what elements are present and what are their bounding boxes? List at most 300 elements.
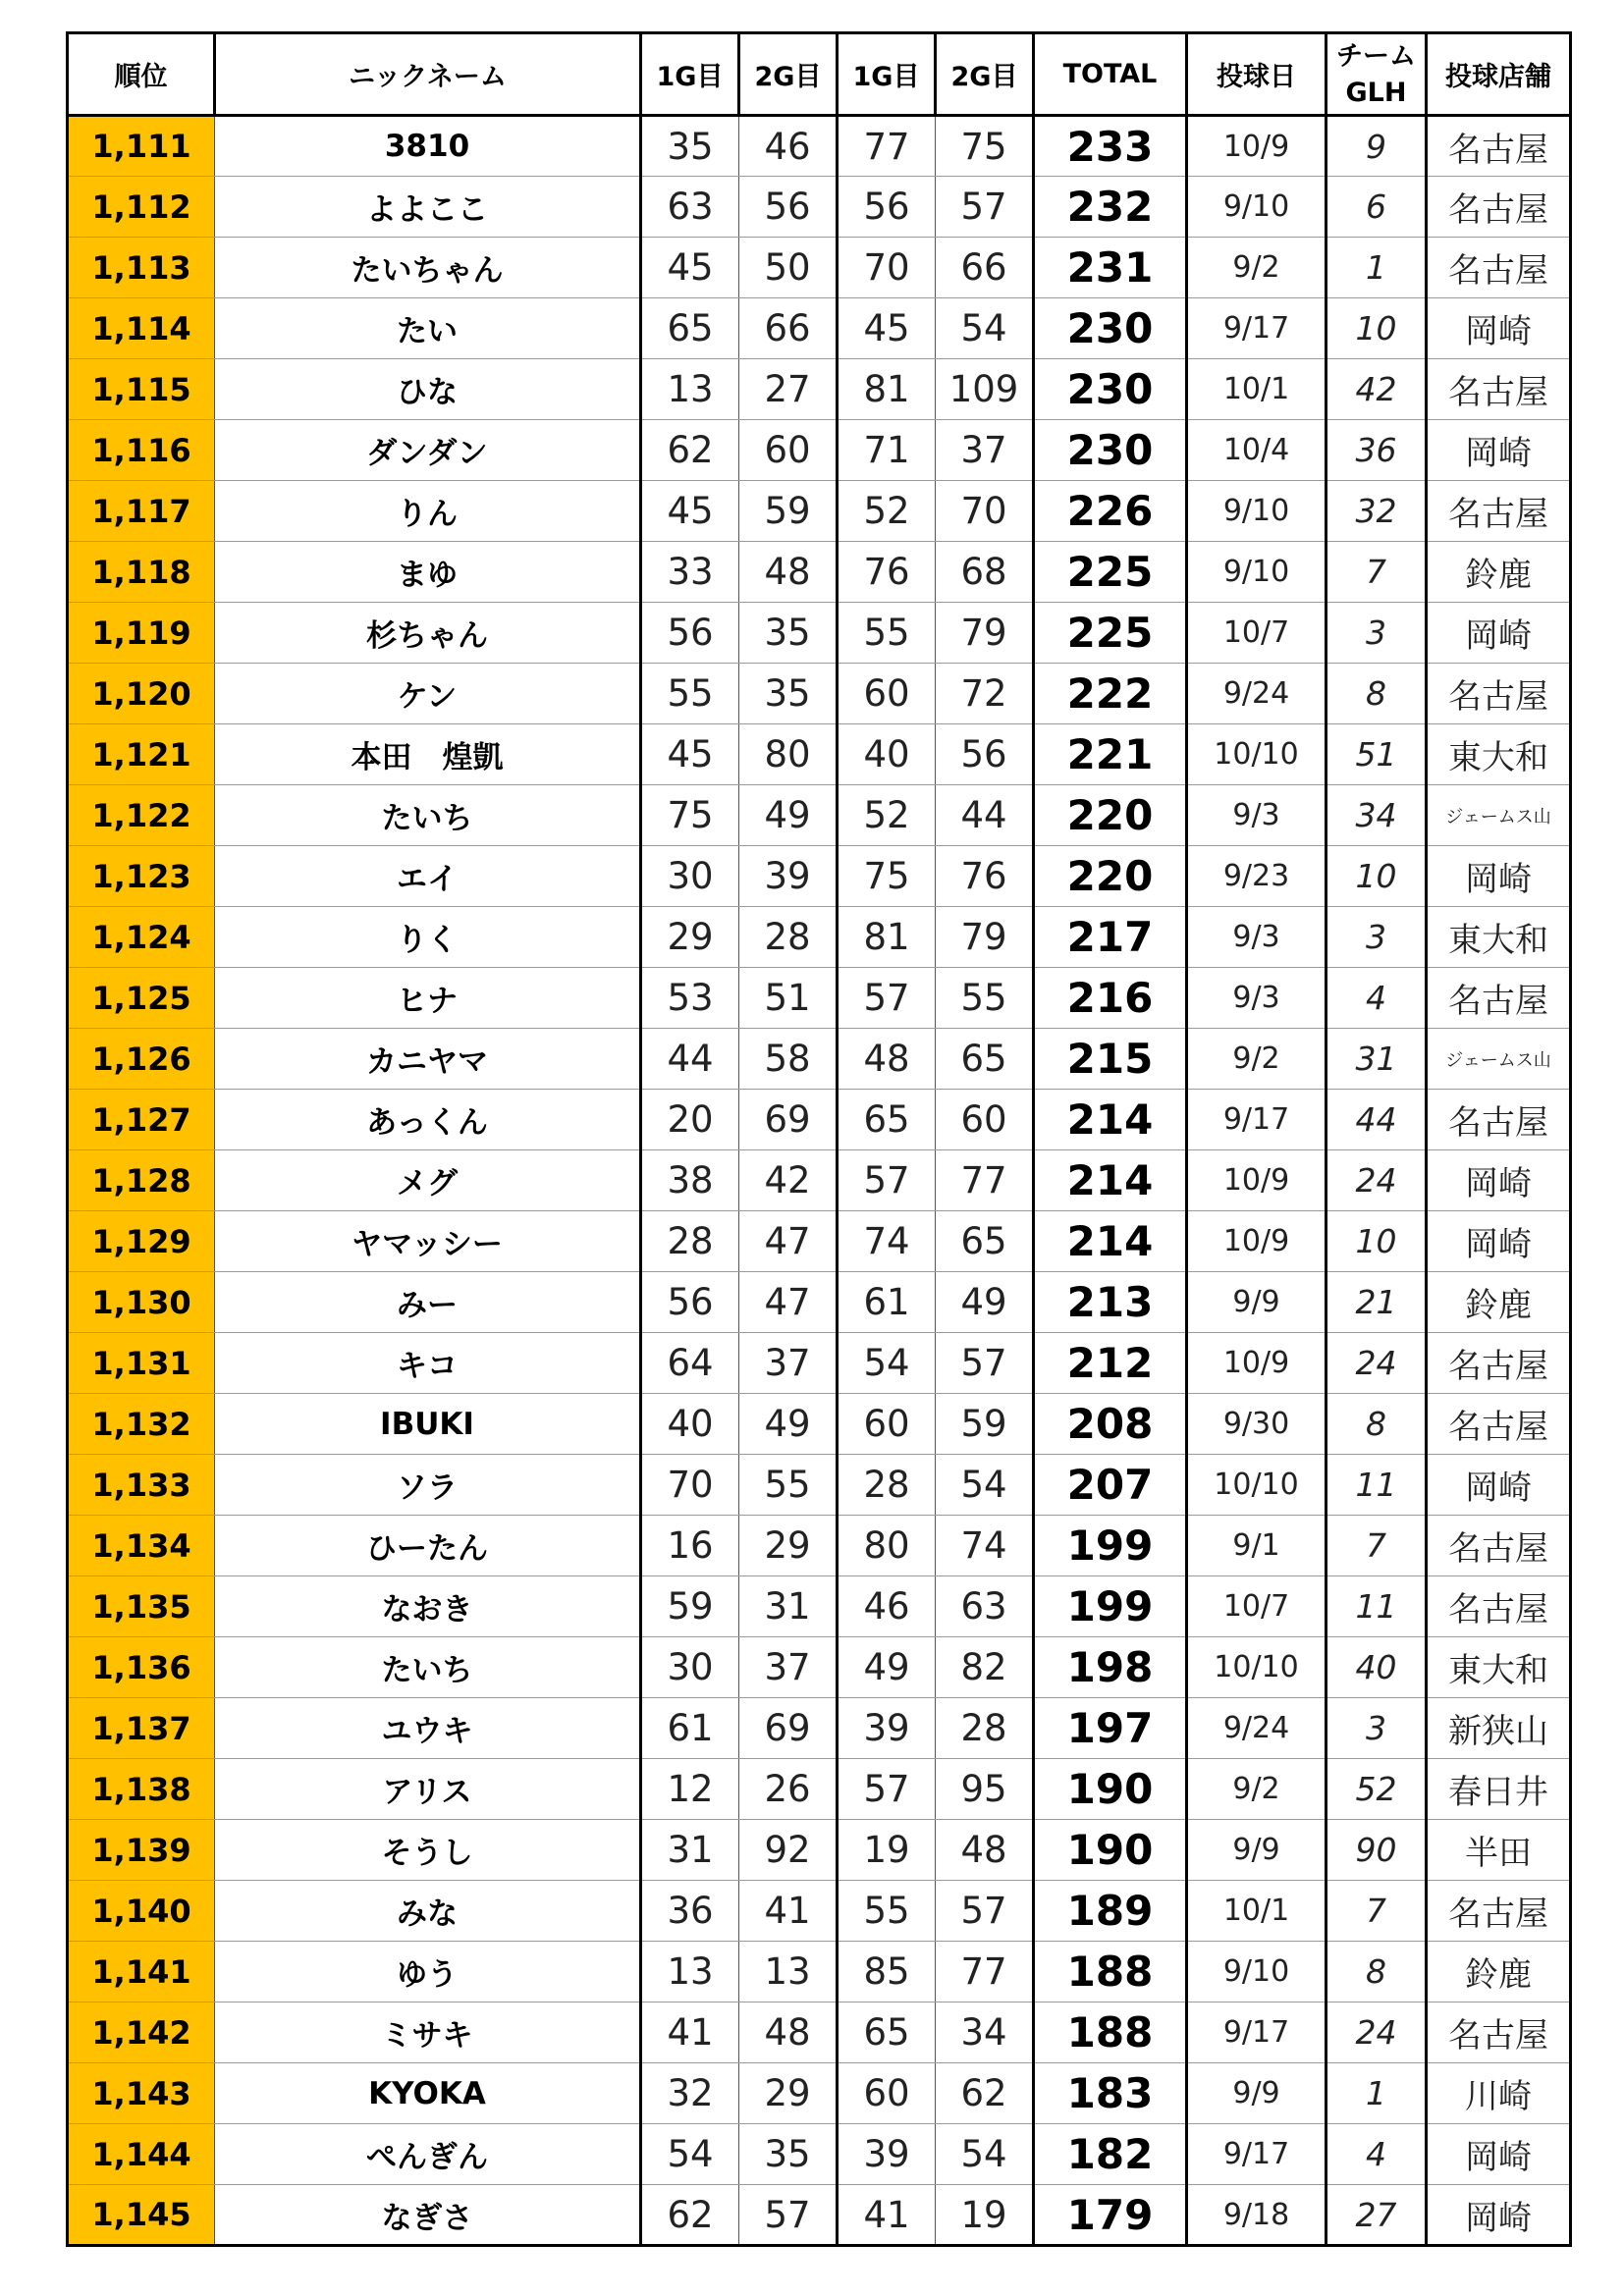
game1-set1-cell: 28 [641,1211,739,1272]
table-row [68,968,1571,1029]
table-row [68,481,1571,542]
rank-cell: 1,141 [68,1942,215,2002]
game2-set2-cell: 66 [936,238,1034,298]
rank-cell: 1,131 [68,1333,215,1394]
rank-cell: 1,137 [68,1698,215,1759]
game2-set2-cell: 57 [936,1881,1034,1942]
total-cell: 214 [1034,1150,1187,1211]
total-cell: 189 [1034,1881,1187,1942]
total-cell: 183 [1034,2063,1187,2124]
rank-cell: 1,144 [68,2124,215,2185]
game1-set2-cell: 71 [838,420,936,481]
total-cell: 220 [1034,785,1187,846]
game1-set2-cell: 55 [838,1881,936,1942]
game2-set1-cell: 57 [739,2185,838,2246]
total-cell: 231 [1034,238,1187,298]
header-game2-set2: 2G目 [936,33,1034,116]
store-cell: 岡崎 [1427,846,1571,907]
table-row [68,1942,1571,2002]
table-row [68,1333,1571,1394]
total-cell: 182 [1034,2124,1187,2185]
total-cell: 215 [1034,1029,1187,1090]
game2-set1-cell: 37 [739,1333,838,1394]
table-row [68,1272,1571,1333]
game1-set2-cell: 55 [838,603,936,664]
total-cell: 188 [1034,1942,1187,2002]
table-row [68,1637,1571,1698]
team-glh-cell: 8 [1326,1394,1427,1455]
table-row [68,1150,1571,1211]
game1-set1-cell: 30 [641,1637,739,1698]
rank-cell: 1,143 [68,2063,215,2124]
total-cell: 221 [1034,724,1187,785]
game1-set2-cell: 60 [838,2063,936,2124]
game1-set2-cell: 49 [838,1637,936,1698]
game1-set1-cell: 13 [641,1942,739,2002]
total-cell: 199 [1034,1516,1187,1576]
date-cell: 10/9 [1187,116,1326,177]
game1-set2-cell: 46 [838,1576,936,1637]
game1-set2-cell: 60 [838,664,936,724]
nickname-cell: キコ [215,1333,641,1394]
table-row [68,1455,1571,1516]
game2-set1-cell: 13 [739,1942,838,2002]
game2-set2-cell: 49 [936,1272,1034,1333]
rank-cell: 1,126 [68,1029,215,1090]
table-row [68,1029,1571,1090]
total-cell: 232 [1034,177,1187,238]
game2-set1-cell: 49 [739,1394,838,1455]
team-glh-cell: 27 [1326,2185,1427,2246]
team-glh-cell: 3 [1326,907,1427,968]
game1-set2-cell: 28 [838,1455,936,1516]
store-cell: 川崎 [1427,2063,1571,2124]
game2-set2-cell: 74 [936,1516,1034,1576]
game2-set2-cell: 37 [936,420,1034,481]
team-glh-cell: 1 [1326,238,1427,298]
date-cell: 10/1 [1187,359,1326,420]
game2-set1-cell: 48 [739,2002,838,2063]
table-row [68,420,1571,481]
game2-set2-cell: 63 [936,1576,1034,1637]
game2-set2-cell: 56 [936,724,1034,785]
table-row [68,603,1571,664]
game2-set2-cell: 55 [936,968,1034,1029]
total-cell: 190 [1034,1759,1187,1820]
total-cell: 225 [1034,603,1187,664]
team-glh-cell: 6 [1326,177,1427,238]
rank-cell: 1,114 [68,298,215,359]
rank-cell: 1,113 [68,238,215,298]
team-glh-cell: 24 [1326,1150,1427,1211]
store-cell: 東大和 [1427,724,1571,785]
game2-set2-cell: 28 [936,1698,1034,1759]
header-nickname: ニックネーム [215,33,641,116]
date-cell: 9/1 [1187,1516,1326,1576]
game1-set2-cell: 75 [838,846,936,907]
rank-cell: 1,121 [68,724,215,785]
game1-set1-cell: 56 [641,1272,739,1333]
game2-set1-cell: 48 [739,542,838,603]
game1-set1-cell: 62 [641,2185,739,2246]
rank-cell: 1,130 [68,1272,215,1333]
date-cell: 9/10 [1187,542,1326,603]
game1-set1-cell: 40 [641,1394,739,1455]
store-cell: 名古屋 [1427,1881,1571,1942]
nickname-cell: 杉ちゃん [215,603,641,664]
rank-cell: 1,125 [68,968,215,1029]
store-cell: 名古屋 [1427,664,1571,724]
nickname-cell: カニヤマ [215,1029,641,1090]
rank-cell: 1,140 [68,1881,215,1942]
date-cell: 9/3 [1187,785,1326,846]
team-glh-cell: 7 [1326,542,1427,603]
game1-set2-cell: 81 [838,907,936,968]
game1-set2-cell: 19 [838,1820,936,1881]
team-glh-cell: 4 [1326,968,1427,1029]
date-cell: 9/17 [1187,298,1326,359]
nickname-cell: エイ [215,846,641,907]
table-row [68,2002,1571,2063]
table-row [68,2063,1571,2124]
total-cell: 226 [1034,481,1187,542]
store-cell: 東大和 [1427,1637,1571,1698]
total-cell: 198 [1034,1637,1187,1698]
nickname-cell: ケン [215,664,641,724]
date-cell: 10/10 [1187,724,1326,785]
rank-cell: 1,117 [68,481,215,542]
store-cell: 名古屋 [1427,1516,1571,1576]
rank-cell: 1,123 [68,846,215,907]
team-glh-cell: 10 [1326,1211,1427,1272]
total-cell: 197 [1034,1698,1187,1759]
ranking-table [66,31,1572,2247]
team-glh-cell: 44 [1326,1090,1427,1150]
nickname-cell: 3810 [215,116,641,177]
game1-set2-cell: 57 [838,1759,936,1820]
game2-set1-cell: 51 [739,968,838,1029]
game1-set1-cell: 29 [641,907,739,968]
team-glh-cell: 7 [1326,1516,1427,1576]
table-row [68,907,1571,968]
game2-set1-cell: 47 [739,1272,838,1333]
game1-set1-cell: 16 [641,1516,739,1576]
game2-set1-cell: 26 [739,1759,838,1820]
header-store: 投球店舗 [1427,33,1571,116]
store-cell: 名古屋 [1427,1090,1571,1150]
team-glh-cell: 1 [1326,2063,1427,2124]
date-cell: 9/24 [1187,1698,1326,1759]
game2-set1-cell: 92 [739,1820,838,1881]
game2-set1-cell: 28 [739,907,838,968]
table-row [68,1881,1571,1942]
rank-cell: 1,116 [68,420,215,481]
game2-set2-cell: 109 [936,359,1034,420]
game2-set1-cell: 46 [739,116,838,177]
total-cell: 179 [1034,2185,1187,2246]
total-cell: 233 [1034,116,1187,177]
total-cell: 214 [1034,1211,1187,1272]
table-row [68,2124,1571,2185]
game1-set1-cell: 45 [641,481,739,542]
nickname-cell: みな [215,1881,641,1942]
date-cell: 9/9 [1187,1820,1326,1881]
game2-set1-cell: 69 [739,1090,838,1150]
store-cell: 名古屋 [1427,481,1571,542]
game1-set1-cell: 44 [641,1029,739,1090]
table-row [68,2185,1571,2246]
nickname-cell: ひな [215,359,641,420]
table-row [68,1394,1571,1455]
game1-set1-cell: 61 [641,1698,739,1759]
game1-set1-cell: 33 [641,542,739,603]
nickname-cell: ヤマッシー [215,1211,641,1272]
game1-set2-cell: 56 [838,177,936,238]
team-glh-cell: 32 [1326,481,1427,542]
table-row [68,664,1571,724]
game1-set1-cell: 45 [641,724,739,785]
game2-set2-cell: 70 [936,481,1034,542]
nickname-cell: まゆ [215,542,641,603]
game1-set2-cell: 52 [838,481,936,542]
game2-set2-cell: 19 [936,2185,1034,2246]
rank-cell: 1,142 [68,2002,215,2063]
nickname-cell: ヒナ [215,968,641,1029]
game2-set2-cell: 79 [936,603,1034,664]
date-cell: 10/7 [1187,1576,1326,1637]
game1-set1-cell: 12 [641,1759,739,1820]
game2-set1-cell: 35 [739,2124,838,2185]
game2-set2-cell: 34 [936,2002,1034,2063]
team-glh-cell: 90 [1326,1820,1427,1881]
rank-cell: 1,122 [68,785,215,846]
game1-set1-cell: 45 [641,238,739,298]
team-glh-cell: 31 [1326,1029,1427,1090]
store-cell: 鈴鹿 [1427,542,1571,603]
header-total: TOTAL [1034,33,1187,116]
nickname-cell: りく [215,907,641,968]
rank-cell: 1,145 [68,2185,215,2246]
table-row [68,177,1571,238]
game2-set1-cell: 47 [739,1211,838,1272]
team-glh-cell: 11 [1326,1455,1427,1516]
header-team-line1: チーム [1336,40,1416,72]
total-cell: 222 [1034,664,1187,724]
team-glh-cell: 34 [1326,785,1427,846]
nickname-cell: 本田 煌凱 [215,724,641,785]
game2-set2-cell: 75 [936,116,1034,177]
game1-set2-cell: 39 [838,2124,936,2185]
store-cell: 新狭山 [1427,1698,1571,1759]
game1-set2-cell: 76 [838,542,936,603]
header-game1-set2: 1G目 [838,33,936,116]
nickname-cell: ソラ [215,1455,641,1516]
game2-set1-cell: 50 [739,238,838,298]
date-cell: 10/10 [1187,1455,1326,1516]
total-cell: 208 [1034,1394,1187,1455]
table-row [68,298,1571,359]
table-row [68,238,1571,298]
nickname-cell: りん [215,481,641,542]
game1-set1-cell: 55 [641,664,739,724]
table-row [68,1211,1571,1272]
date-cell: 9/3 [1187,907,1326,968]
date-cell: 10/9 [1187,1150,1326,1211]
game2-set1-cell: 29 [739,2063,838,2124]
rank-cell: 1,132 [68,1394,215,1455]
header-team-glh [1326,33,1427,116]
game2-set2-cell: 62 [936,2063,1034,2124]
date-cell: 9/9 [1187,2063,1326,2124]
store-cell: 名古屋 [1427,1576,1571,1637]
game1-set2-cell: 65 [838,2002,936,2063]
game1-set2-cell: 40 [838,724,936,785]
store-cell: 岡崎 [1427,1150,1571,1211]
game2-set2-cell: 65 [936,1029,1034,1090]
game2-set2-cell: 72 [936,664,1034,724]
game2-set1-cell: 55 [739,1455,838,1516]
team-glh-cell: 52 [1326,1759,1427,1820]
table-row [68,785,1571,846]
header-game2-set1: 2G目 [739,33,838,116]
total-cell: 220 [1034,846,1187,907]
team-glh-cell: 21 [1326,1272,1427,1333]
nickname-cell: IBUKI [215,1394,641,1455]
store-cell: 岡崎 [1427,1211,1571,1272]
game1-set1-cell: 54 [641,2124,739,2185]
team-glh-cell: 7 [1326,1881,1427,1942]
nickname-cell: たいち [215,1637,641,1698]
total-cell: 213 [1034,1272,1187,1333]
game2-set1-cell: 29 [739,1516,838,1576]
game2-set1-cell: 59 [739,481,838,542]
nickname-cell: ダンダン [215,420,641,481]
nickname-cell: ぺんぎん [215,2124,641,2185]
game1-set1-cell: 75 [641,785,739,846]
rank-cell: 1,115 [68,359,215,420]
nickname-cell: なおき [215,1576,641,1637]
date-cell: 9/9 [1187,1272,1326,1333]
date-cell: 9/10 [1187,1942,1326,2002]
game1-set2-cell: 65 [838,1090,936,1150]
date-cell: 10/9 [1187,1333,1326,1394]
header-date: 投球日 [1187,33,1326,116]
game2-set1-cell: 35 [739,603,838,664]
game1-set2-cell: 85 [838,1942,936,2002]
table-row [68,846,1571,907]
store-cell: 名古屋 [1427,1394,1571,1455]
date-cell: 10/4 [1187,420,1326,481]
total-cell: 230 [1034,359,1187,420]
game1-set2-cell: 39 [838,1698,936,1759]
nickname-cell: たい [215,298,641,359]
game1-set1-cell: 38 [641,1150,739,1211]
game2-set2-cell: 57 [936,1333,1034,1394]
game1-set1-cell: 56 [641,603,739,664]
team-glh-cell: 36 [1326,420,1427,481]
game2-set1-cell: 31 [739,1576,838,1637]
rank-cell: 1,119 [68,603,215,664]
game1-set1-cell: 13 [641,359,739,420]
table-row [68,1516,1571,1576]
game1-set2-cell: 41 [838,2185,936,2246]
store-cell: 名古屋 [1427,238,1571,298]
game2-set2-cell: 65 [936,1211,1034,1272]
team-glh-cell: 10 [1326,298,1427,359]
date-cell: 10/7 [1187,603,1326,664]
table-row [68,116,1571,177]
team-glh-cell: 42 [1326,359,1427,420]
team-glh-cell: 3 [1326,603,1427,664]
game2-set2-cell: 54 [936,1455,1034,1516]
date-cell: 9/10 [1187,481,1326,542]
nickname-cell: あっくん [215,1090,641,1150]
total-cell: 217 [1034,907,1187,968]
rank-cell: 1,135 [68,1576,215,1637]
team-glh-cell: 3 [1326,1698,1427,1759]
team-glh-cell: 11 [1326,1576,1427,1637]
game2-set2-cell: 54 [936,2124,1034,2185]
date-cell: 9/18 [1187,2185,1326,2246]
game1-set1-cell: 32 [641,2063,739,2124]
game2-set2-cell: 79 [936,907,1034,968]
header-row [68,33,1571,116]
game1-set2-cell: 60 [838,1394,936,1455]
nickname-cell: そうし [215,1820,641,1881]
game2-set1-cell: 66 [739,298,838,359]
total-cell: 188 [1034,2002,1187,2063]
game2-set1-cell: 27 [739,359,838,420]
game1-set1-cell: 36 [641,1881,739,1942]
game1-set2-cell: 57 [838,1150,936,1211]
store-cell: 鈴鹿 [1427,1942,1571,2002]
date-cell: 9/17 [1187,2124,1326,2185]
store-cell: 岡崎 [1427,603,1571,664]
store-cell: ジェームス山 [1427,1029,1571,1090]
date-cell: 10/10 [1187,1637,1326,1698]
game1-set1-cell: 70 [641,1455,739,1516]
nickname-cell: メグ [215,1150,641,1211]
table-row [68,724,1571,785]
game1-set1-cell: 62 [641,420,739,481]
header-game1-set1: 1G目 [641,33,739,116]
game1-set1-cell: 59 [641,1576,739,1637]
game2-set1-cell: 35 [739,664,838,724]
rank-cell: 1,138 [68,1759,215,1820]
rank-cell: 1,133 [68,1455,215,1516]
store-cell: 春日井 [1427,1759,1571,1820]
store-cell: 名古屋 [1427,177,1571,238]
game1-set2-cell: 45 [838,298,936,359]
game1-set2-cell: 48 [838,1029,936,1090]
game2-set2-cell: 76 [936,846,1034,907]
total-cell: 230 [1034,298,1187,359]
table-row [68,1759,1571,1820]
total-cell: 199 [1034,1576,1187,1637]
game1-set1-cell: 64 [641,1333,739,1394]
game1-set2-cell: 61 [838,1272,936,1333]
nickname-cell: ゆう [215,1942,641,2002]
game2-set1-cell: 80 [739,724,838,785]
game2-set2-cell: 95 [936,1759,1034,1820]
team-glh-cell: 10 [1326,846,1427,907]
team-glh-cell: 40 [1326,1637,1427,1698]
table-row [68,1698,1571,1759]
table-row [68,1576,1571,1637]
nickname-cell: ユウキ [215,1698,641,1759]
date-cell: 9/30 [1187,1394,1326,1455]
team-glh-cell: 51 [1326,724,1427,785]
